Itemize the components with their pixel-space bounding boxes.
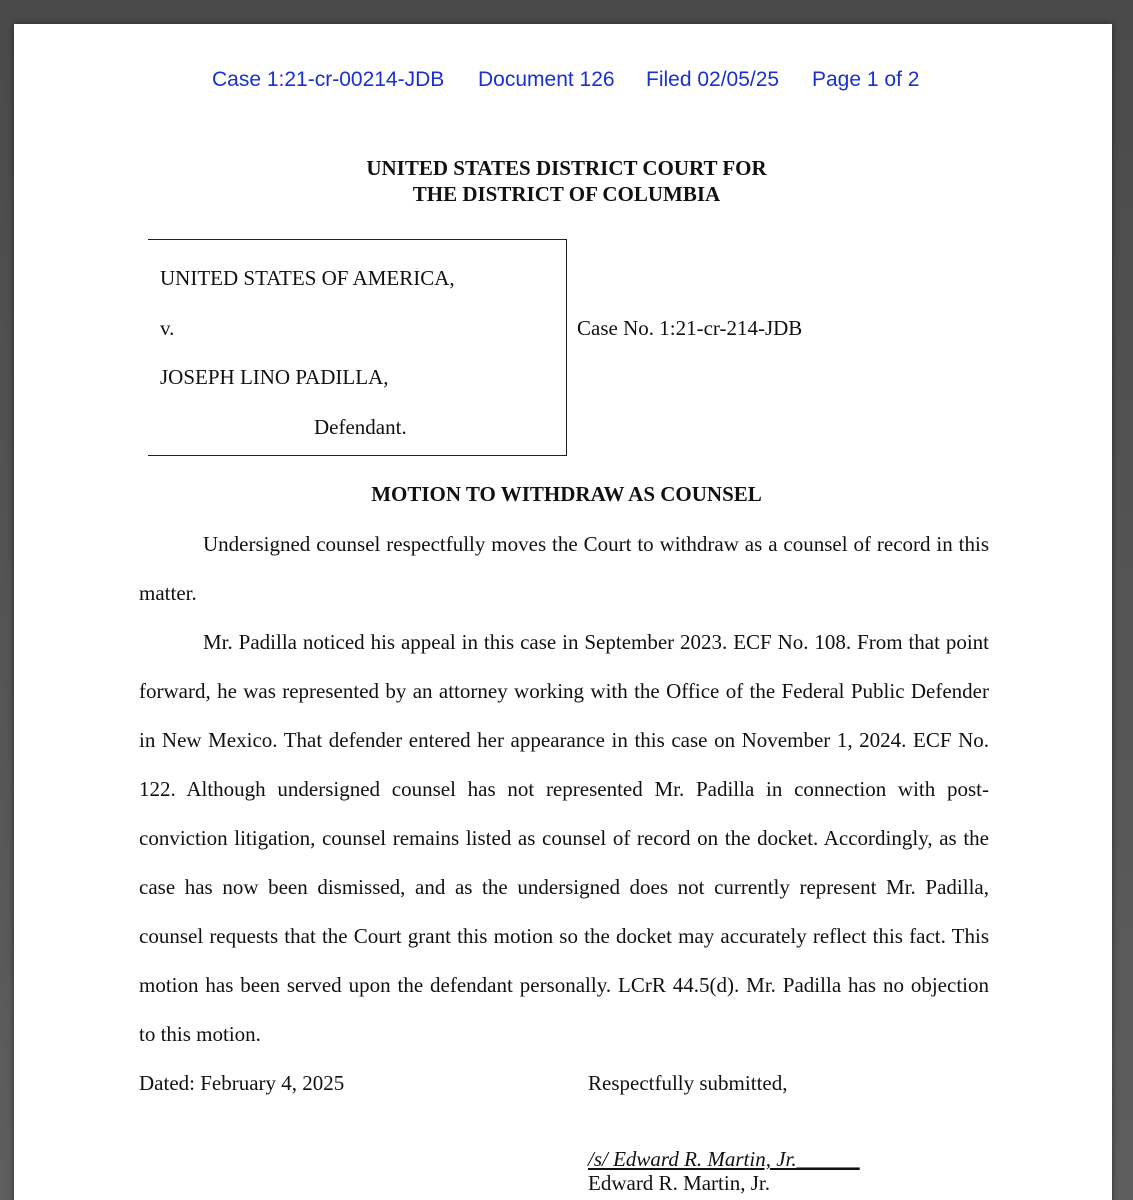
paragraph-2-line-1: Mr. Padilla noticed his appeal in this case in September 2023. ECF No. 108. From that point	[203, 630, 989, 654]
paragraph-2-line-3: in New Mexico. That defender entered her appearance in this case on November 1, 2024. ECF No.	[139, 728, 989, 752]
paragraph-2-line-4: 122. Although undersigned counsel has not represented Mr. Padilla in connection with post-	[139, 777, 989, 801]
court-name-line-2: THE DISTRICT OF COLUMBIA	[412, 182, 721, 206]
paragraph-2-line-2: forward, he was represented by an attorney working with the Office of the Federal Public Defender	[139, 679, 989, 703]
header-document-number: Document 126	[478, 68, 615, 91]
respectfully-submitted: Respectfully submitted,	[588, 1071, 788, 1095]
court-name-line-1: UNITED STATES DISTRICT COURT FOR	[366, 156, 767, 180]
caption-right-rule	[566, 239, 567, 456]
caption-top-rule	[148, 239, 566, 240]
paragraph-1-line-2: matter.	[139, 581, 197, 605]
header-page-number: Page 1 of 2	[812, 68, 920, 91]
caption-plaintiff: UNITED STATES OF AMERICA,	[160, 266, 455, 290]
paragraph-1-line-1: Undersigned counsel respectfully moves the Court to withdraw as a counsel of record in this	[203, 532, 989, 556]
caption-versus: v.	[160, 316, 175, 340]
dated-line: Dated: February 4, 2025	[139, 1071, 345, 1095]
electronic-signature: /s/ Edward R. Martin, Jr.______	[588, 1147, 860, 1171]
header-case-number: Case 1:21-cr-00214-JDB	[212, 68, 445, 91]
caption-bottom-rule	[148, 455, 566, 456]
caption-defendant-name: JOSEPH LINO PADILLA,	[160, 365, 389, 389]
caption-case-number: Case No. 1:21-cr-214-JDB	[577, 316, 803, 340]
signer-name: Edward R. Martin, Jr.	[588, 1171, 770, 1195]
paragraph-2-line-9: to this motion.	[139, 1022, 261, 1046]
paragraph-2-line-7: counsel requests that the Court grant this motion so the docket may accurately reflect this fact. This	[139, 924, 989, 948]
paragraph-2-line-5: conviction litigation, counsel remains listed as counsel of record on the docket. Accordingly, as the	[139, 826, 989, 850]
paragraph-2-line-8: motion has been served upon the defendant personally. LCrR 44.5(d). Mr. Padilla has no objection	[139, 973, 989, 997]
motion-title: MOTION TO WITHDRAW AS COUNSEL	[371, 482, 762, 506]
paragraph-2-line-6: case has now been dismissed, and as the undersigned does not currently represent Mr. Padilla,	[139, 875, 989, 899]
header-filed-date: Filed 02/05/25	[646, 68, 780, 91]
caption-defendant-role: Defendant.	[314, 415, 407, 439]
